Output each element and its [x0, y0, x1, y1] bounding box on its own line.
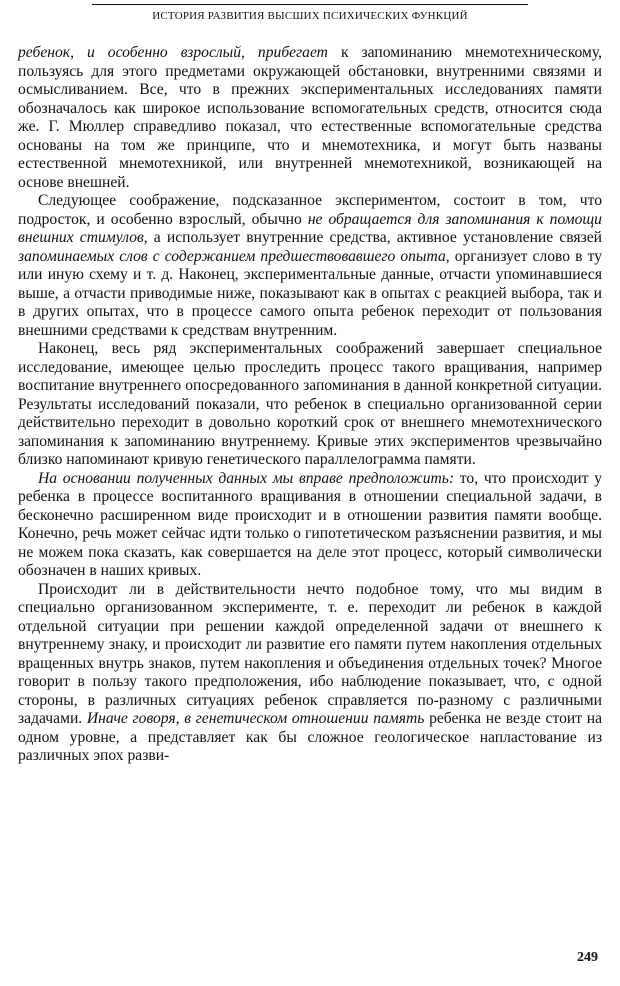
running-head: ИСТОРИЯ РАЗВИТИЯ ВЫСШИХ ПСИХИЧЕСКИХ ФУНКЦИЙ	[152, 10, 468, 22]
page-number: 249	[577, 950, 598, 965]
emphasis: На основании полученных данных мы вправе предположить:	[38, 469, 455, 487]
paragraph-4	[18, 470, 602, 581]
emphasis: ребенок, и особенно взрослый, прибегает	[18, 44, 328, 61]
paragraph-1	[18, 44, 602, 192]
body-text	[18, 44, 602, 766]
text-run: то, что происходит у ребенка в процессе воспитанного вращивания в отношении специальной задачи, в бесконечно расширенном виде происходит и в отношении развития памяти вообще. Конечно, речь может сейчас идти только о гипотетическом разъяснении развития, и мы не можем пока сказать, как совершается на деле этот процесс, который символически обозначен в наших кривых.	[18, 469, 602, 579]
paragraph-3	[18, 340, 602, 470]
text-run: к запоминанию мнемотехническому, пользуясь для этого предметами окружающей обстановки, внутренними связями и осмысливанием. Все, что в прежних экспериментальных исследованиях памяти обозначалось как широкое использование вспомогательных средств, относится сюда же. Г. Мюллер справедливо показал, что естественные вспомогательные средства основаны на том же принципе, что и мнемотехника, и могут быть названы естественной мнемотехникой, или внутренней мнемотехникой, возникающей на основе внешней.	[18, 44, 603, 191]
text-run: Наконец, весь ряд экспериментальных соображений завершает специальное исследование, имеющее целью проследить процесс такого вращивания, например воспитание внутреннего опосредованного запоминания в данной конкретной ситуации. Результаты исследований показали, что ребенок в специально организованной серии действительно переходит в довольно короткий срок от внешнего мнемотехнического запоминания к запоминанию внутреннему. Кривые этих экспериментов чрезвычайно близко напоминают кривую генетического параллелограмма памяти.	[18, 340, 602, 468]
text-run: Следующее соображение, подсказанное экспериментом, состоит в том, что подросток, и особенно взрослый, обычно	[18, 192, 602, 228]
emphasis: запоминаемых слов с содержанием предшествовавшего опыта	[18, 247, 446, 265]
paragraph-2	[18, 192, 602, 340]
text-run: ребенка не везде стоит на одном уровне, а представляет как бы сложное геологическое напластование из различных эпох разви-	[18, 710, 603, 764]
text-run: , а использует внутренние средства, активное установление связей	[143, 229, 602, 246]
text-run: , организует слово в ту или иную схему и т. д. Наконец, экспериментальные данные, отчасти упоминавшиеся выше, а отчасти приводимые ниже, показывают как в опытах с реакцией выбора, так и в других опытах, что в процессе самого опыта ребенок переходит от пользования внешними средствами к средствам внутренним.	[18, 247, 602, 339]
paragraph-5	[18, 581, 602, 766]
text-run: Происходит ли в действительности нечто подобное тому, что мы видим в специально организованном эксперименте, т. е. переходит ли ребенок в каждой отдельной ситуации при решении каждой определенной задачи от внешнего к внутреннему знаку, и происходит ли развитие его памяти путем накопления отдельных вращенных внутрь знаков, путем накопления и объединения отдельных точек? Многое говорит в пользу такого предположения, ибо наблюдение показывает, что, с одной стороны, в различных ситуациях ребенок справляется по-разному с различными задачами.	[18, 580, 602, 727]
emphasis: не обращается для запоминания к помощи внешних стимулов	[18, 210, 602, 246]
emphasis: Иначе говоря, в генетическом отношении память	[86, 710, 425, 727]
header-rule	[92, 4, 528, 5]
